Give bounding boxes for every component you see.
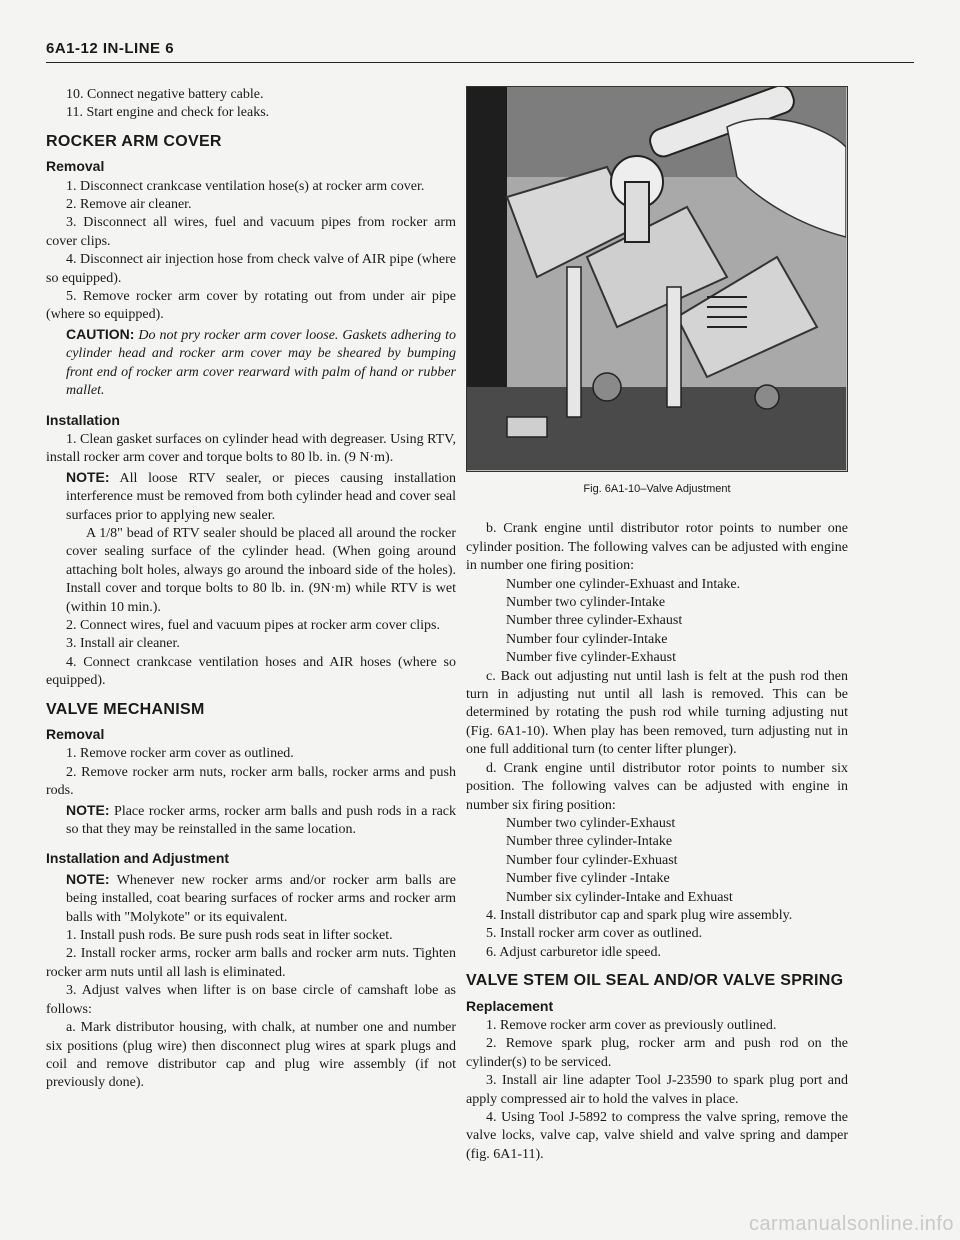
step-text: 11. Start engine and check for leaks. — [66, 105, 270, 121]
note-block — [46, 801, 456, 840]
list-item: Number four cylinder-Exhuast — [506, 852, 678, 868]
list-item: Number six cylinder-Intake and Exhuast — [506, 889, 733, 905]
note-label: NOTE: — [66, 801, 110, 818]
list-item: Number two cylinder-Exhaust — [506, 815, 676, 831]
valve-adjustment-photo — [466, 86, 848, 472]
figure-caption: Fig. 6A1-10–Valve Adjustment — [583, 483, 731, 495]
note-paragraph — [46, 525, 456, 617]
caution-label: CAUTION: — [66, 325, 135, 342]
section-heading-valve-stem-oil-seal: VALVE STEM OIL SEAL AND/OR VALVE SPRING — [466, 972, 844, 990]
valve-adjustment-illustration — [467, 87, 846, 470]
left-column — [46, 86, 456, 1093]
step-text: 3. Install air line adapter Tool J-23590 to spark plug port and apply compressed air to hold the valves in place. — [466, 1073, 848, 1107]
watermark: carmanualsonline.info — [748, 1213, 954, 1235]
step-text: 2. Install rocker arms, rocker arm balls and rocker arm nuts. Tighten rocker arm nuts until all lash is eliminated. — [46, 946, 456, 980]
step-text: a. Mark distributor housing, with chalk, at number one and number six positions (plug wire) then disconnect plug wires at spark plugs and coil and remove distributor cap and plug wire assembly (if not previously done). — [46, 1020, 456, 1091]
list-item: Number four cylinder-Intake — [506, 631, 668, 647]
step-text: b. Crank engine until distributor rotor points to number one cylinder position. The following valves can be adjusted with engine in number one firing position: — [466, 521, 848, 574]
step-text: 3. Install air cleaner. — [66, 636, 180, 652]
note-block — [46, 870, 456, 927]
list-item: Number three cylinder-Exhaust — [506, 613, 683, 629]
caution-text: Do not pry rocker arm cover loose. Gaskets adhering to cylinder head and rocker arm cover may be sheared by bumping front end of rocker arm cover rearward with palm of hand or rubber mallet. — [66, 327, 457, 399]
step-text: 1. Remove rocker arm cover as outlined. — [66, 746, 294, 762]
list-item: Number three cylinder-Intake — [506, 834, 673, 850]
section-heading-rocker-arm-cover: ROCKER ARM COVER — [46, 132, 222, 150]
step-text: 3. Disconnect all wires, fuel and vacuum pipes from rocker arm cover clips. — [46, 215, 456, 249]
step-text: 2. Remove air cleaner. — [66, 197, 192, 213]
step-text: 2. Remove rocker arm nuts, rocker arm balls, rocker arms and push rods. — [46, 764, 456, 799]
list-item: Number five cylinder -Intake — [506, 871, 670, 887]
step-text: 2. Connect wires, fuel and vacuum pipes at rocker arm cover clips. — [66, 617, 440, 633]
step-text: 4. Disconnect air injection hose from check valve of AIR pipe (where so equipped). — [46, 252, 456, 286]
note-label: NOTE: — [66, 468, 110, 485]
step-text: 1. Install push rods. Be sure push rods seat in lifter socket. — [66, 928, 393, 944]
subheading-installation-adjustment: Installation and Adjustment — [46, 850, 230, 867]
step-text: 2. Remove spark plug, rocker arm and push rod on the cylinder(s) to be serviced. — [466, 1036, 848, 1070]
list-item: Number one cylinder-Exhuast and Intake. — [506, 576, 741, 592]
section-heading-valve-mechanism: VALVE MECHANISM — [46, 700, 205, 718]
step-text: c. Back out adjusting nut until lash is felt at the push rod then turn in adjusting nut until all lash is removed. This can be determined by rotating the push rod while turning adjusting nut (Fig. 6A1-10). When play has been removed, turn adjusting nut in one full additional turn (to center lifter plunger). — [466, 668, 848, 758]
note-block — [46, 468, 456, 525]
step-text: 4. Connect crankcase ventilation hoses and AIR hoses (where so equipped). — [46, 654, 456, 689]
step-text: 1. Disconnect crankcase ventilation hose(s) at rocker arm cover. — [66, 178, 425, 194]
note-paragraph-text: A 1/8" bead of RTV sealer should be placed all around the rocker cover sealing surface of the cylinder head. (When going around attaching bolt holes, always go around the inboard side of the holes). Install cover and torque bolts to 80 lb. in. (9N·m) while RTV is wet (within 10 min.). — [66, 525, 456, 615]
step-text: 4. Install distributor cap and spark plug wire assembly. — [486, 907, 793, 923]
page-header — [46, 32, 914, 63]
step-text: 6. Adjust carburetor idle speed. — [486, 944, 661, 960]
step-text: 5. Install rocker arm cover as outlined. — [486, 926, 703, 942]
note-text: Place rocker arms, rocker arm balls and push rods in a rack so that they may be reinstalled in the same location. — [66, 803, 456, 838]
step-text: d. Crank engine until distributor rotor points to number six position. The following valves can be adjusted with engine in number six firing position: — [466, 760, 848, 813]
subheading-removal: Removal — [46, 726, 105, 742]
subheading-replacement: Replacement — [466, 997, 554, 1014]
subheading-removal: Removal — [46, 158, 105, 175]
page-title: 6A1-12 IN-LINE 6 — [46, 40, 175, 57]
step-text: 5. Remove rocker arm cover by rotating out from under air pipe (where so equipped). — [46, 289, 456, 323]
note-text: All loose RTV sealer, or pieces causing installation interference must be removed from both cylinder head and cover seal surfaces prior to applying new sealer. — [66, 470, 456, 523]
note-text: Whenever new rocker arms and/or rocker arm balls are being installed, coat bearing surfaces of rocker arms and rocker arm balls with "Molykote" or its equivalent. — [66, 872, 457, 925]
step-text: 1. Clean gasket surfaces on cylinder head with degreaser. Using RTV, install rocker arm cover and torque bolts to 80 lb. in. (9 N·m). — [46, 431, 456, 466]
step-text: 10. Connect negative battery cable. — [66, 87, 264, 102]
list-item: Number five cylinder-Exhaust — [506, 650, 676, 666]
step-text: 3. Adjust valves when lifter is on base circle of camshaft lobe as follows: — [46, 983, 456, 1017]
subheading-installation: Installation — [46, 411, 120, 428]
caution-note — [46, 325, 456, 401]
note-label: NOTE: — [66, 870, 110, 887]
right-column — [466, 86, 848, 1164]
list-item: Number two cylinder-Intake — [506, 595, 666, 611]
step-text: 1. Remove rocker arm cover as previously outlined. — [486, 1017, 777, 1033]
step-text: 4. Using Tool J-5892 to compress the valve spring, remove the valve locks, valve cap, valve shield and valve spring and damper (fig. 6A1-11). — [466, 1110, 848, 1162]
